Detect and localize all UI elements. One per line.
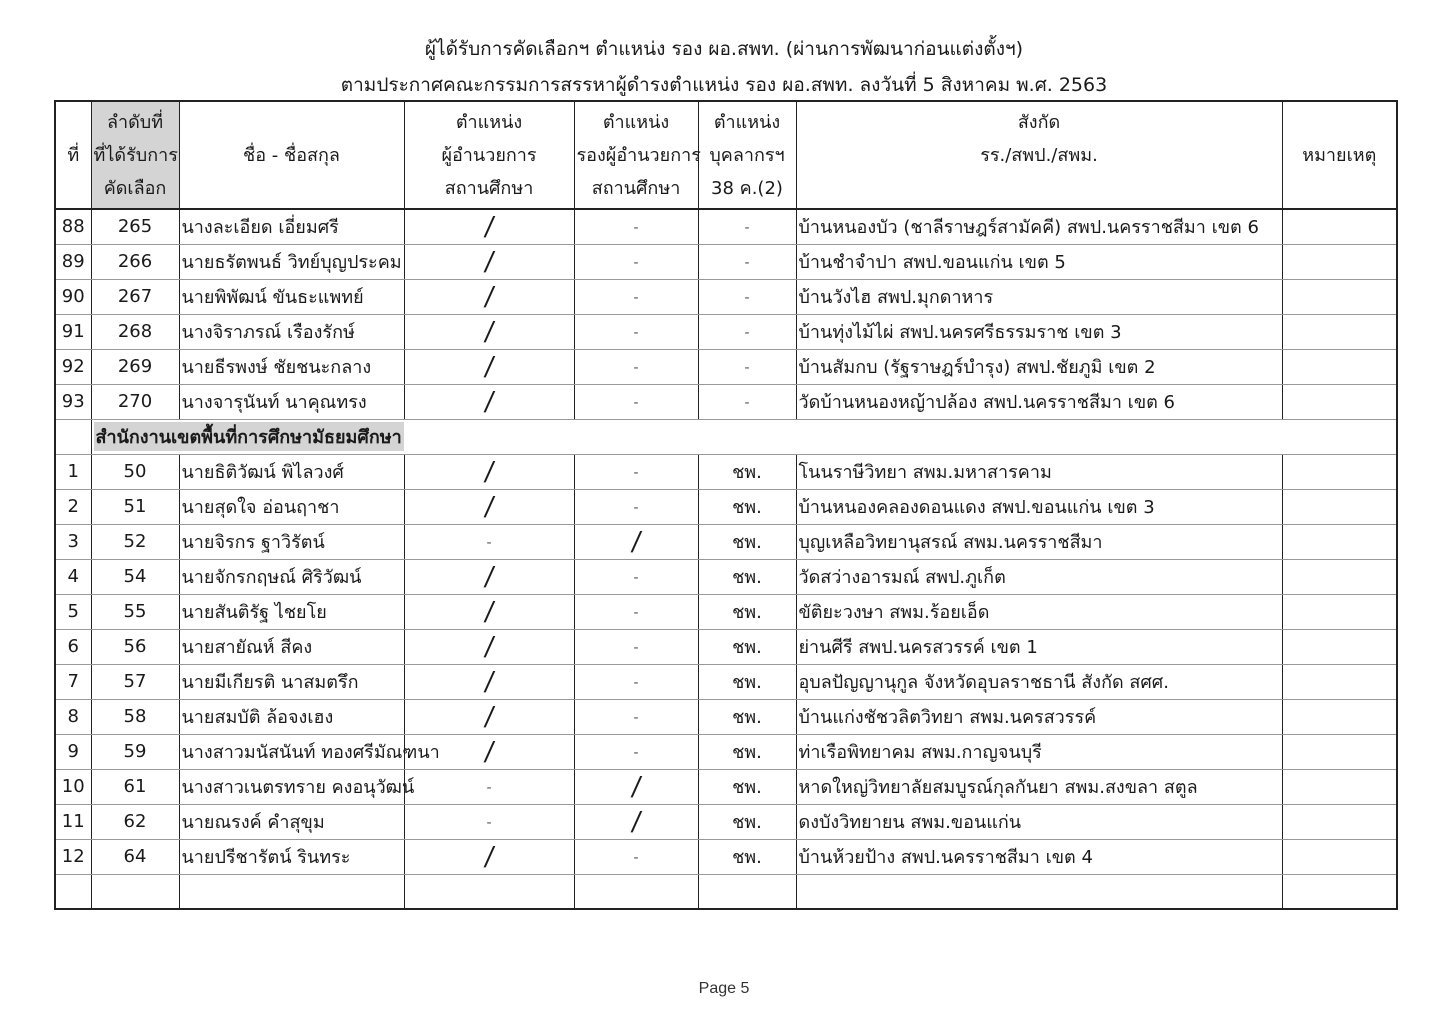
- cell-director: -: [404, 804, 574, 839]
- cell-no: 10: [55, 769, 91, 804]
- cell-affiliation: ขัติยะวงษา สพม.ร้อยเอ็ด: [796, 594, 1282, 629]
- cell-deputy: -: [574, 664, 698, 699]
- cell-deputy: -: [574, 279, 698, 314]
- cell-no: 7: [55, 664, 91, 699]
- cell-deputy: -: [574, 349, 698, 384]
- cell-no: 4: [55, 559, 91, 594]
- cell-deputy: -: [574, 384, 698, 419]
- cell-name: นายสุดใจ อ่อนฤาชา: [179, 489, 404, 524]
- cell-deputy: -: [574, 559, 698, 594]
- cell-affiliation: อุบลปัญญานุกูล จังหวัดอุบลราชธานี สังกัด สศศ.: [796, 664, 1282, 699]
- cell-deputy: -: [574, 734, 698, 769]
- cell-name: นายจักรกฤษณ์ ศิริวัฒน์: [179, 559, 404, 594]
- cell-name: นายจิรกร ฐาวิรัตน์: [179, 524, 404, 559]
- cell-personnel: ชพ.: [698, 664, 796, 699]
- cell-remark: [1282, 349, 1397, 384]
- cell-personnel: ชพ.: [698, 489, 796, 524]
- table-row: [55, 664, 1397, 699]
- cell-name: นายมีเกียรติ นาสมตรึก: [179, 664, 404, 699]
- table-row: [55, 314, 1397, 349]
- cell-director: /: [404, 629, 574, 664]
- page-number: Page 5: [698, 980, 750, 997]
- cell-remark: [1282, 279, 1397, 314]
- blank-row-group: [55, 874, 1397, 909]
- cell-name: นายธีรพงษ์ ชัยชนะกลาง: [179, 349, 404, 384]
- cell-rank: 270: [91, 384, 179, 419]
- cell-affiliation: บ้านวังไฮ สพป.มุกดาหาร: [796, 279, 1282, 314]
- cell-director: /: [404, 349, 574, 384]
- cell-affiliation: บ้านชำจำปา สพป.ขอนแก่น เขต 5: [796, 244, 1282, 279]
- cell-personnel: -: [698, 244, 796, 279]
- cell-no: 92: [55, 349, 91, 384]
- cell-director: /: [404, 559, 574, 594]
- cell-affiliation: ดงบังวิทยายน สพม.ขอนแก่น: [796, 804, 1282, 839]
- table-row: [55, 559, 1397, 594]
- cell-no: 11: [55, 804, 91, 839]
- cell-name: นายสายัณห์ สีคง: [179, 629, 404, 664]
- cell-personnel: ชพ.: [698, 769, 796, 804]
- cell-affiliation: บ้านหนองคลองดอนแดง สพป.ขอนแก่น เขต 3: [796, 489, 1282, 524]
- cell-remark: [1282, 314, 1397, 349]
- cell-rank: 57: [91, 664, 179, 699]
- section-title: สำนักงานเขตพื้นที่การศึกษามัธยมศึกษา: [94, 422, 404, 451]
- table-row: [55, 699, 1397, 734]
- col-header-name: ชื่อ - ชื่อสกุล: [179, 101, 404, 209]
- cell-affiliation: บ้านหนองบัว (ชาลีราษฎร์สามัคคี) สพป.นครราชสีมา เขต 6: [796, 209, 1282, 244]
- cell-no: 9: [55, 734, 91, 769]
- cell-remark: [1282, 734, 1397, 769]
- cell-name: นายสมบัติ ล้อจงเฮง: [179, 699, 404, 734]
- group2-rows: [55, 454, 1397, 874]
- table-row: [55, 279, 1397, 314]
- cell-name: นางจิราภรณ์ เรืองรักษ์: [179, 314, 404, 349]
- cell-remark: [1282, 559, 1397, 594]
- cell-affiliation: โนนราษีวิทยา สพม.มหาสารคาม: [796, 454, 1282, 489]
- cell-personnel: ชพ.: [698, 699, 796, 734]
- table-row: [55, 244, 1397, 279]
- cell-director: /: [404, 384, 574, 419]
- cell-director: /: [404, 244, 574, 279]
- cell-name: นายธิติวัฒน์ พิไลวงศ์: [179, 454, 404, 489]
- cell-deputy: /: [574, 804, 698, 839]
- cell-deputy: /: [574, 769, 698, 804]
- cell-personnel: -: [698, 314, 796, 349]
- section-cell-empty: [55, 419, 91, 454]
- cell-no: 89: [55, 244, 91, 279]
- cell-remark: [1282, 629, 1397, 664]
- cell-no: 93: [55, 384, 91, 419]
- col-header-no: ที่: [55, 101, 91, 209]
- col-header-remark: หมายเหตุ: [1282, 101, 1397, 209]
- cell-personnel: ชพ.: [698, 804, 796, 839]
- cell-name: นางสาวเนตรทราย คงอนุวัฒน์: [179, 769, 404, 804]
- cell-deputy: -: [574, 594, 698, 629]
- cell-personnel: ชพ.: [698, 454, 796, 489]
- cell-name: นางละเอียด เอี่ยมศรี: [179, 209, 404, 244]
- cell-director: /: [404, 839, 574, 874]
- cell-deputy: /: [574, 524, 698, 559]
- cell-remark: [1282, 664, 1397, 699]
- cell-rank: 269: [91, 349, 179, 384]
- cell-director: /: [404, 594, 574, 629]
- table-row: [55, 524, 1397, 559]
- cell-deputy: -: [574, 454, 698, 489]
- table-row: [55, 209, 1397, 244]
- cell-director: -: [404, 769, 574, 804]
- cell-personnel: -: [698, 279, 796, 314]
- cell-no: 6: [55, 629, 91, 664]
- section-row-group: [55, 419, 1397, 454]
- cell-affiliation: บ้านสัมกบ (รัฐราษฎร์บำรุง) สพป.ชัยภูมิ เขต 2: [796, 349, 1282, 384]
- document-title: ผู้ได้รับการคัดเลือกฯ ตำแหน่ง รอง ผอ.สพท. (ผ่านการพัฒนาก่อนแต่งตั้งฯ): [424, 38, 1024, 60]
- cell-personnel: ชพ.: [698, 734, 796, 769]
- cell-rank: 64: [91, 839, 179, 874]
- cell-remark: [1282, 769, 1397, 804]
- section-cell: [91, 419, 1397, 454]
- cell-remark: [1282, 209, 1397, 244]
- col-header-rank: ลำดับที่ ที่ได้รับการ คัดเลือก: [91, 101, 179, 209]
- cell-deputy: -: [574, 314, 698, 349]
- table-row: [55, 489, 1397, 524]
- cell-deputy: -: [574, 629, 698, 664]
- cell-affiliation: วัดสว่างอารมณ์ สพป.ภูเก็ต: [796, 559, 1282, 594]
- cell-no: 12: [55, 839, 91, 874]
- table-row: [55, 839, 1397, 874]
- cell-personnel: -: [698, 349, 796, 384]
- cell-rank: 266: [91, 244, 179, 279]
- cell-rank: 52: [91, 524, 179, 559]
- table-row: [55, 734, 1397, 769]
- cell-affiliation: ย่านศีรี สพป.นครสวรรค์ เขต 1: [796, 629, 1282, 664]
- cell-director: /: [404, 454, 574, 489]
- group1-rows: [55, 209, 1397, 419]
- cell-rank: 55: [91, 594, 179, 629]
- cell-remark: [1282, 384, 1397, 419]
- cell-remark: [1282, 804, 1397, 839]
- cell-deputy: -: [574, 489, 698, 524]
- cell-rank: 56: [91, 629, 179, 664]
- document-subtitle: ตามประกาศคณะกรรมการสรรหาผู้ดำรงตำแหน่ง รอง ผอ.สพท. ลงวันที่ 5 สิงหาคม พ.ศ. 2563: [340, 74, 1108, 96]
- col-header-personnel: ตำแหน่ง บุคลากรฯ 38 ค.(2): [698, 101, 796, 209]
- cell-name: นายสันติรัฐ ไชยโย: [179, 594, 404, 629]
- cell-remark: [1282, 524, 1397, 559]
- col-header-affiliation: สังกัด รร./สพป./สพม.: [796, 101, 1282, 209]
- cell-affiliation: บุญเหลือวิทยานุสรณ์ สพม.นครราชสีมา: [796, 524, 1282, 559]
- cell-no: 8: [55, 699, 91, 734]
- cell-director: /: [404, 734, 574, 769]
- col-header-deputy: ตำแหน่ง รองผู้อำนวยการ สถานศึกษา: [574, 101, 698, 209]
- cell-deputy: -: [574, 699, 698, 734]
- cell-personnel: ชพ.: [698, 524, 796, 559]
- cell-remark: [1282, 454, 1397, 489]
- table-row: [55, 804, 1397, 839]
- blank-row: [55, 874, 1397, 909]
- cell-no: 91: [55, 314, 91, 349]
- cell-remark: [1282, 594, 1397, 629]
- section-row: [55, 419, 1397, 454]
- cell-no: 1: [55, 454, 91, 489]
- cell-personnel: ชพ.: [698, 594, 796, 629]
- cell-remark: [1282, 489, 1397, 524]
- table-row: [55, 629, 1397, 664]
- cell-director: /: [404, 279, 574, 314]
- cell-remark: [1282, 244, 1397, 279]
- cell-affiliation: วัดบ้านหนองหญ้าปล้อง สพป.นครราชสีมา เขต 6: [796, 384, 1282, 419]
- cell-personnel: -: [698, 209, 796, 244]
- cell-affiliation: บ้านแก่งชัชวลิตวิทยา สพม.นครสวรรค์: [796, 699, 1282, 734]
- cell-director: -: [404, 524, 574, 559]
- cell-rank: 58: [91, 699, 179, 734]
- cell-rank: 59: [91, 734, 179, 769]
- cell-rank: 62: [91, 804, 179, 839]
- cell-personnel: ชพ.: [698, 839, 796, 874]
- cell-rank: 268: [91, 314, 179, 349]
- col-header-director: ตำแหน่ง ผู้อำนวยการ สถานศึกษา: [404, 101, 574, 209]
- table-row: [55, 349, 1397, 384]
- cell-name: นายพิพัฒน์ ขันธะแพทย์: [179, 279, 404, 314]
- cell-no: 88: [55, 209, 91, 244]
- cell-affiliation: ท่าเรือพิทยาคม สพม.กาญจนบุรี: [796, 734, 1282, 769]
- cell-remark: [1282, 839, 1397, 874]
- cell-rank: 50: [91, 454, 179, 489]
- cell-affiliation: หาดใหญ่วิทยาลัยสมบูรณ์กุลกันยา สพม.สงขลา สตูล: [796, 769, 1282, 804]
- cell-name: นายปรีชารัตน์ รินทระ: [179, 839, 404, 874]
- cell-director: /: [404, 314, 574, 349]
- cell-affiliation: บ้านห้วยป้าง สพป.นครราชสีมา เขต 4: [796, 839, 1282, 874]
- cell-name: นายณรงค์ คำสุขุม: [179, 804, 404, 839]
- table-row: [55, 769, 1397, 804]
- cell-remark: [1282, 699, 1397, 734]
- cell-director: /: [404, 664, 574, 699]
- cell-rank: 54: [91, 559, 179, 594]
- cell-director: /: [404, 489, 574, 524]
- table-row: [55, 384, 1397, 419]
- cell-no: 90: [55, 279, 91, 314]
- cell-name: นางจารุนันท์ นาคุณทรง: [179, 384, 404, 419]
- cell-no: 3: [55, 524, 91, 559]
- cell-deputy: -: [574, 839, 698, 874]
- table-row: [55, 594, 1397, 629]
- table-row: [55, 454, 1397, 489]
- cell-deputy: -: [574, 244, 698, 279]
- cell-name: นายธรัตพนธ์ วิทย์บุญประคม: [179, 244, 404, 279]
- cell-no: 2: [55, 489, 91, 524]
- cell-rank: 267: [91, 279, 179, 314]
- cell-personnel: ชพ.: [698, 629, 796, 664]
- cell-rank: 265: [91, 209, 179, 244]
- cell-affiliation: บ้านทุ่งไม้ไผ่ สพป.นครศรีธรรมราช เขต 3: [796, 314, 1282, 349]
- cell-name: นางสาวมนัสนันท์ ทองศรีมัณฑนา: [179, 734, 404, 769]
- cell-personnel: -: [698, 384, 796, 419]
- cell-deputy: -: [574, 209, 698, 244]
- cell-rank: 61: [91, 769, 179, 804]
- cell-no: 5: [55, 594, 91, 629]
- selection-table: [54, 100, 1398, 910]
- cell-personnel: ชพ.: [698, 559, 796, 594]
- cell-director: /: [404, 699, 574, 734]
- cell-rank: 51: [91, 489, 179, 524]
- cell-director: /: [404, 209, 574, 244]
